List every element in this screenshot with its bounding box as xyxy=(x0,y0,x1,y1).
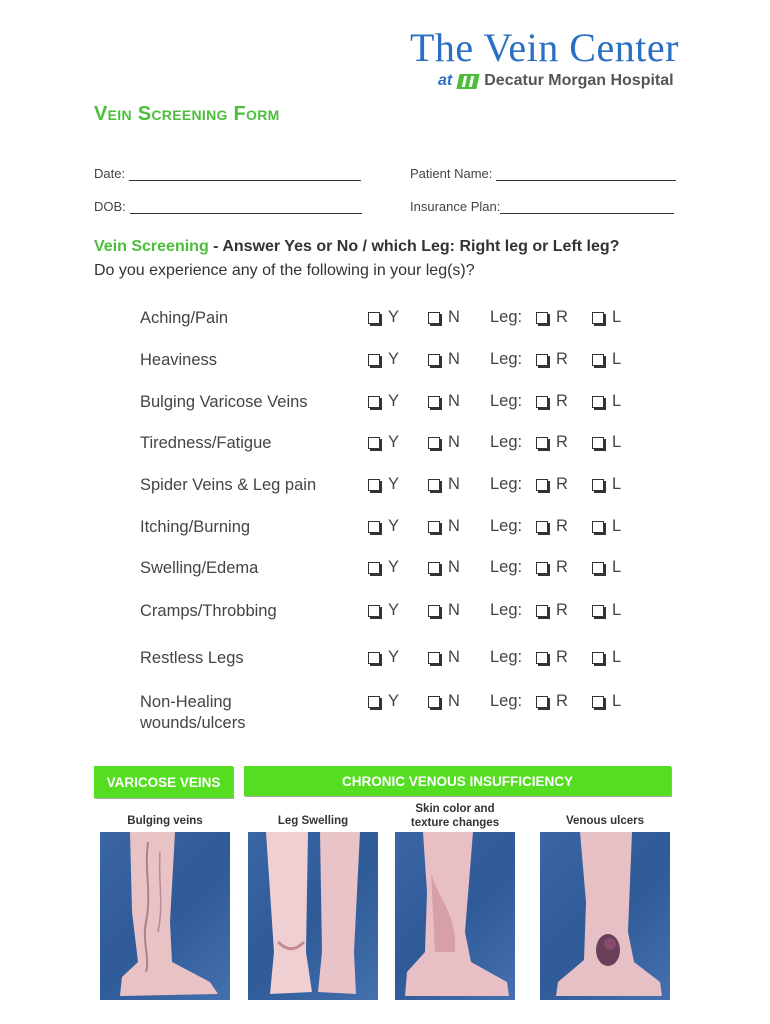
logo-hospital: Decatur Morgan Hospital xyxy=(484,72,674,89)
yes-option[interactable] xyxy=(368,308,399,327)
dob-input-line[interactable] xyxy=(130,201,362,214)
hospital-icon xyxy=(457,74,480,89)
no-option[interactable] xyxy=(428,601,460,620)
leg-label: Leg: xyxy=(490,692,523,710)
right-leg-option[interactable] xyxy=(536,475,568,494)
yes-label: Y xyxy=(388,558,400,576)
leg-label: Leg: xyxy=(490,350,523,368)
leg-label: Leg: xyxy=(490,475,523,493)
dob-field[interactable] xyxy=(94,199,362,214)
left-leg-checkbox[interactable] xyxy=(592,479,604,491)
yes-checkbox[interactable] xyxy=(368,652,380,664)
left-leg-option[interactable] xyxy=(592,308,621,327)
left-leg-checkbox[interactable] xyxy=(592,696,604,708)
right-leg-label: R xyxy=(556,475,568,493)
right-leg-label: R xyxy=(556,350,568,368)
no-checkbox[interactable] xyxy=(428,396,440,408)
no-label: N xyxy=(448,648,460,666)
dob-label: DOB: xyxy=(94,199,126,214)
symptom-label: Tiredness/Fatigue xyxy=(140,434,272,452)
no-checkbox[interactable] xyxy=(428,696,440,708)
no-option[interactable] xyxy=(428,433,460,452)
yes-checkbox[interactable] xyxy=(368,437,380,449)
left-leg-option[interactable] xyxy=(592,475,621,494)
no-label: N xyxy=(448,517,460,535)
right-leg-label: R xyxy=(556,558,568,576)
left-leg-checkbox[interactable] xyxy=(592,312,604,324)
yes-option[interactable] xyxy=(368,601,399,620)
yes-option[interactable] xyxy=(368,350,399,369)
yes-label: Y xyxy=(388,475,400,493)
yes-checkbox[interactable] xyxy=(368,605,380,617)
symptom-label: Cramps/Throbbing xyxy=(140,602,277,620)
yes-option[interactable] xyxy=(368,648,399,667)
leg-label: Leg: xyxy=(490,433,523,451)
no-checkbox[interactable] xyxy=(428,521,440,533)
no-option[interactable] xyxy=(428,392,460,411)
right-leg-checkbox[interactable] xyxy=(536,605,548,617)
yes-option[interactable] xyxy=(368,517,399,536)
yes-checkbox[interactable] xyxy=(368,521,380,533)
yes-label: Y xyxy=(388,392,400,410)
form-title: Vein Screening Form xyxy=(94,103,280,125)
left-leg-option[interactable] xyxy=(592,692,621,711)
no-checkbox[interactable] xyxy=(428,437,440,449)
yes-checkbox[interactable] xyxy=(368,312,380,324)
patient-name-input-line[interactable] xyxy=(496,168,676,181)
left-leg-label: L xyxy=(612,475,622,493)
right-leg-label: R xyxy=(556,648,568,666)
date-label: Date: xyxy=(94,166,126,181)
left-leg-label: L xyxy=(612,392,622,410)
yes-label: Y xyxy=(388,648,400,666)
yes-checkbox[interactable] xyxy=(368,562,380,574)
right-leg-checkbox[interactable] xyxy=(536,521,548,533)
leg-label: Leg: xyxy=(490,558,523,576)
yes-option[interactable] xyxy=(368,392,399,411)
right-leg-checkbox[interactable] xyxy=(536,479,548,491)
right-leg-checkbox[interactable] xyxy=(536,562,548,574)
left-leg-label: L xyxy=(612,517,622,535)
yes-option[interactable] xyxy=(368,433,399,452)
date-input-line[interactable] xyxy=(129,168,361,181)
no-checkbox[interactable] xyxy=(428,652,440,664)
left-leg-option[interactable] xyxy=(592,601,621,620)
logo-title: The Vein Center xyxy=(410,25,679,70)
left-leg-checkbox[interactable] xyxy=(592,605,604,617)
yes-label: Y xyxy=(388,350,400,368)
photo-caption-leg-swelling: Leg Swelling xyxy=(277,815,349,827)
symptom-label: Heaviness xyxy=(140,351,218,369)
logo-at: at xyxy=(438,72,453,89)
left-leg-label: L xyxy=(612,433,622,451)
photo-skin-changes xyxy=(395,832,515,1000)
right-leg-option[interactable] xyxy=(536,517,568,536)
date-field[interactable] xyxy=(94,166,361,181)
right-leg-option[interactable] xyxy=(536,648,568,667)
left-leg-checkbox[interactable] xyxy=(592,521,604,533)
no-checkbox[interactable] xyxy=(428,312,440,324)
symptom-label: Spider Veins & Leg pain xyxy=(140,476,317,494)
chronic-venous-insufficiency-banner: CHRONIC VENOUS INSUFFICIENCY xyxy=(244,766,671,796)
right-leg-option[interactable] xyxy=(536,433,568,452)
yes-checkbox[interactable] xyxy=(368,696,380,708)
no-checkbox[interactable] xyxy=(428,562,440,574)
photo-leg-swelling xyxy=(248,832,378,1000)
no-checkbox[interactable] xyxy=(428,354,440,366)
yes-checkbox[interactable] xyxy=(368,396,380,408)
no-label: N xyxy=(448,692,460,710)
no-label: N xyxy=(448,601,460,619)
varicose-veins-banner: VARICOSE VEINS xyxy=(94,766,233,798)
right-leg-checkbox[interactable] xyxy=(536,312,548,324)
no-label: N xyxy=(448,308,460,326)
leg-label: Leg: xyxy=(490,517,523,535)
left-leg-checkbox[interactable] xyxy=(592,437,604,449)
question-prefix: Vein Screening xyxy=(94,238,209,255)
photo-caption-venous-ulcers: Venous ulcers xyxy=(566,815,644,827)
yes-label: Y xyxy=(388,517,400,535)
no-checkbox[interactable] xyxy=(428,479,440,491)
no-label: N xyxy=(448,433,460,451)
right-leg-checkbox[interactable] xyxy=(536,354,548,366)
left-leg-option[interactable] xyxy=(592,558,621,577)
right-leg-label: R xyxy=(556,308,568,326)
left-leg-checkbox[interactable] xyxy=(592,562,604,574)
vein-center-logo xyxy=(410,25,710,90)
symptom-label: Restless Legs xyxy=(140,649,244,667)
yes-checkbox[interactable] xyxy=(368,479,380,491)
no-option[interactable] xyxy=(428,308,460,327)
left-leg-option[interactable] xyxy=(592,350,621,369)
symptom-label: Itching/Burning xyxy=(140,518,251,536)
no-checkbox[interactable] xyxy=(428,605,440,617)
left-leg-checkbox[interactable] xyxy=(592,396,604,408)
left-leg-checkbox[interactable] xyxy=(592,354,604,366)
yes-option[interactable] xyxy=(368,558,399,577)
no-label: N xyxy=(448,350,460,368)
right-leg-option[interactable] xyxy=(536,308,568,327)
right-leg-option[interactable] xyxy=(536,392,568,411)
left-leg-option[interactable] xyxy=(592,648,621,667)
right-leg-option[interactable] xyxy=(536,692,568,711)
left-leg-label: L xyxy=(612,648,622,666)
photo-caption-skin-changes: Skin color and texture changes xyxy=(410,803,500,829)
no-option[interactable] xyxy=(428,350,460,369)
insurance-input-line[interactable] xyxy=(500,201,674,214)
left-leg-label: L xyxy=(612,601,622,619)
right-leg-checkbox[interactable] xyxy=(536,437,548,449)
right-leg-checkbox[interactable] xyxy=(536,396,548,408)
insurance-field[interactable] xyxy=(410,199,674,214)
question-heading xyxy=(94,238,619,256)
yes-label: Y xyxy=(388,433,400,451)
right-leg-checkbox[interactable] xyxy=(536,696,548,708)
right-leg-checkbox[interactable] xyxy=(536,652,548,664)
right-leg-label: R xyxy=(556,392,568,410)
left-leg-label: L xyxy=(612,308,622,326)
symptom-label: Non-Healing wounds/ulcers xyxy=(140,693,246,732)
right-leg-label: R xyxy=(556,692,568,710)
right-leg-label: R xyxy=(556,517,568,535)
yes-label: Y xyxy=(388,308,400,326)
right-leg-label: R xyxy=(556,601,568,619)
yes-label: Y xyxy=(388,601,400,619)
photo-venous-ulcers xyxy=(540,832,670,1000)
insurance-label: Insurance Plan: xyxy=(410,199,501,214)
no-label: N xyxy=(448,475,460,493)
leg-label: Leg: xyxy=(490,392,523,410)
left-leg-label: L xyxy=(612,558,622,576)
left-leg-label: L xyxy=(612,692,622,710)
yes-checkbox[interactable] xyxy=(368,354,380,366)
no-option[interactable] xyxy=(428,517,460,536)
right-leg-option[interactable] xyxy=(536,350,568,369)
symptom-label: Swelling/Edema xyxy=(140,559,259,577)
no-option[interactable] xyxy=(428,475,460,494)
yes-label: Y xyxy=(388,692,400,710)
patient-name-label: Patient Name: xyxy=(410,166,493,181)
left-leg-option[interactable] xyxy=(592,517,621,536)
right-leg-option[interactable] xyxy=(536,558,568,577)
no-option[interactable] xyxy=(428,558,460,577)
question-instruction: - Answer Yes or No / which Leg: Right leg or Left leg? xyxy=(208,238,620,255)
logo-subtitle xyxy=(438,72,710,90)
leg-label: Leg: xyxy=(490,648,523,666)
yes-option[interactable] xyxy=(368,692,399,711)
question-subtext: Do you experience any of the following in your leg(s)? xyxy=(94,262,475,279)
patient-name-field[interactable] xyxy=(410,166,676,181)
symptom-label: Bulging Varicose Veins xyxy=(140,393,308,411)
left-leg-checkbox[interactable] xyxy=(592,652,604,664)
left-leg-option[interactable] xyxy=(592,433,621,452)
right-leg-label: R xyxy=(556,433,568,451)
leg-label: Leg: xyxy=(490,308,523,326)
right-leg-option[interactable] xyxy=(536,601,568,620)
photo-caption-bulging-veins: Bulging veins xyxy=(127,815,203,827)
no-option[interactable] xyxy=(428,692,460,711)
photo-bulging-veins xyxy=(100,832,230,1000)
left-leg-option[interactable] xyxy=(592,392,621,411)
no-label: N xyxy=(448,392,460,410)
yes-option[interactable] xyxy=(368,475,399,494)
no-option[interactable] xyxy=(428,648,460,667)
left-leg-label: L xyxy=(612,350,622,368)
no-label: N xyxy=(448,558,460,576)
symptom-label: Aching/Pain xyxy=(140,309,229,327)
leg-label: Leg: xyxy=(490,601,523,619)
